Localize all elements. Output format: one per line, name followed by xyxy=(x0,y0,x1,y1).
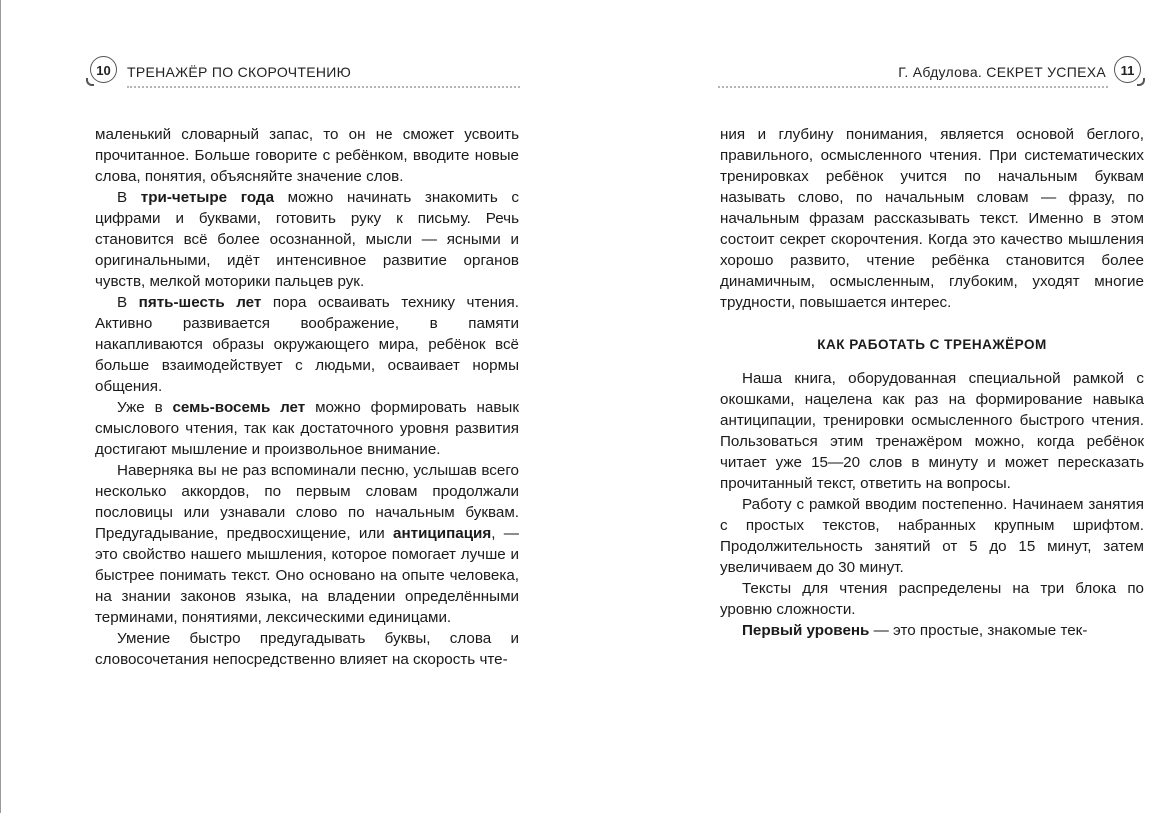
left-page-number-text: 10 xyxy=(96,63,111,78)
right-page-body xyxy=(720,124,1144,641)
paragraph xyxy=(720,124,1144,313)
right-page-number xyxy=(1114,56,1141,83)
text-run: ния и глубину понимания, является основой беглого, правильного, осмысленного чтения. При систематических тренировках ребёнок учится по начальным буквам называть слово, по начальным словам — фразу, по начальным фразам рассказывать текст. Именно в этом состоит секрет скорочтения. Когда это качество мышления хорошо развито, чтение ребёнка становится более динамичным, осмысленным, глубоким, уходят многие трудности, повышается интерес. xyxy=(720,126,1144,311)
paragraph xyxy=(95,460,519,628)
text-run: маленький словарный запас, то он не сможет усвоить прочитанное. Больше говорите с ребёнком, вводите новые слова, понятия, объясняйте значение слов. xyxy=(95,126,519,185)
page-number-ornament-icon xyxy=(1137,78,1145,86)
paragraph xyxy=(720,494,1144,578)
text-run: Умение быстро предугадывать буквы, слова и словосочетания непосредственно влияет на скорость чте- xyxy=(95,630,519,668)
text-run: пора осваивать технику чтения. Активно развивается воображение, в памяти накапливаются образы окружающего мира, ребёнок всё больше взаимодействует с людьми, осваивает нормы общения. xyxy=(95,294,519,395)
left-running-title: ТРЕНАЖЁР ПО СКОРОЧТЕНИЮ xyxy=(127,64,352,80)
section-heading: КАК РАБОТАТЬ С ТРЕНАЖЁРОМ xyxy=(817,337,1047,352)
paragraph xyxy=(720,578,1144,620)
right-page-header xyxy=(718,56,1150,90)
text-run: — это простые, знакомые тек- xyxy=(869,622,1088,639)
right-body-intro xyxy=(720,124,1144,313)
left-page-body xyxy=(95,124,519,670)
text-run: Тексты для чтения распределены на три блока по уровню сложности. xyxy=(720,580,1144,618)
paragraph xyxy=(720,368,1144,494)
paragraph xyxy=(95,397,519,460)
text-run: Наша книга, оборудованная специальной рамкой с окошками, нацелена как раз на формирование навыка антиципации, тренировки осмысленного быстрого чтения. Пользоваться этим тренажёром можно, когда ребёнок читает уже 15—20 слов в минуту и может пересказать прочитанный текст, ответить на вопросы. xyxy=(720,370,1144,492)
paragraph xyxy=(95,187,519,292)
left-page-number xyxy=(90,56,117,83)
text-run: Работу с рамкой вводим постепенно. Начинаем занятия с простых текстов, набранных крупным шрифтом. Продолжительность занятий от 5 до 15 минут, затем увеличиваем до 30 минут. xyxy=(720,496,1144,576)
paragraph xyxy=(95,292,519,397)
bold-term: пять-шесть лет xyxy=(138,294,262,311)
paragraph xyxy=(720,620,1144,641)
left-header-rule xyxy=(127,86,520,88)
paragraph xyxy=(95,628,519,670)
bold-term: семь-восемь лет xyxy=(172,399,306,416)
text-run: , — это свойство нашего мышления, которое помогает лучше и быстрее понимать текст. Оно основано на опыте человека, на знании законов языка, на владении определёнными терминами, понятиями, лексическими единицами. xyxy=(95,525,519,626)
paragraph xyxy=(95,124,519,187)
right-header-rule xyxy=(718,86,1108,88)
text-run: Уже в xyxy=(117,399,173,416)
page-edge-line xyxy=(0,0,1,813)
text-run: можно начинать знакомить с цифрами и буквами, готовить руку к письму. Речь становится всё более осознанной, мысли — ясными и оригинальными, идёт интенсивное развитие органов чувств, мелкой моторики пальцев рук. xyxy=(95,189,519,290)
text-run: можно формировать навык смыслового чтения, так как достаточного уровня развития достигают мышление и произвольное внимание. xyxy=(95,399,519,458)
text-run: Наверняка вы не раз вспоминали песню, услышав всего несколько аккордов, по первым словам продолжали пословицы или узнавали слово по начальным буквам. Предугадывание, предвосхищение, или xyxy=(95,462,519,542)
left-page-header xyxy=(90,56,520,90)
right-page-number-text: 11 xyxy=(1120,63,1135,78)
right-running-title: Г. Абдулова. СЕКРЕТ УСПЕХА xyxy=(898,64,1106,80)
right-body-section xyxy=(720,368,1144,641)
text-run: В xyxy=(117,189,141,206)
page-number-ornament-icon xyxy=(86,78,94,86)
bold-term: антиципация xyxy=(393,525,492,542)
text-run: В xyxy=(117,294,139,311)
bold-term: три-четыре года xyxy=(140,189,275,206)
bold-term: Первый уровень xyxy=(742,622,870,639)
